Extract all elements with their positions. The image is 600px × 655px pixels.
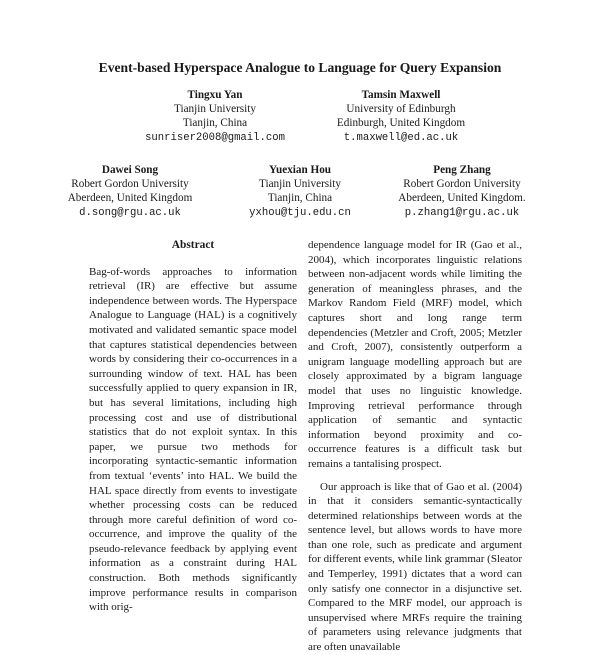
paper-title: Event-based Hyperspace Analogue to Language for Query Expansion xyxy=(98,60,502,75)
abstract-column xyxy=(89,238,297,615)
author-location: Aberdeen, United Kingdom xyxy=(67,192,193,205)
body-paragraph: Our approach is like that of Gao et al. (2004) in that it considers semantic-syntactically determined relationships between words at the sentence level, but allows words to have more than one role, such as predicate and argument for different events, while link grammar (Sleator and Temperley, 1991) dictates that a word can only satisfy one connector in a disjunctive set. Compared to the MRF model, our approach is unsupervised where MRFs require the training of parameters using relevance judgments that are often unavailable xyxy=(308,480,522,654)
author-name: Peng Zhang xyxy=(433,164,491,176)
author-affiliation: University of Edinburgh xyxy=(346,103,456,116)
author-name: Tamsin Maxwell xyxy=(361,89,441,101)
author-location: Aberdeen, United Kingdom. xyxy=(398,192,526,205)
author-location: Tianjin, China xyxy=(182,117,248,130)
abstract-heading: Abstract xyxy=(171,239,215,251)
author-affiliation: Tianjin University xyxy=(174,103,256,116)
author-email: d.song@rgu.ac.uk xyxy=(79,206,181,219)
author-location: Edinburgh, United Kingdom xyxy=(336,117,466,130)
body-paragraph: dependence language model for IR (Gao et al., 2004), which incorporates linguistic relations between non-adjacent words while limiting the generation of meaningless phrases, and the Markov Random Field (MRF) model, which captures short and long range term dependencies (Metzler and Croft, 2005; Metzler and Croft, 2007), consistently outperform a unigram language modelling approach but are closely approximated by a bigram language model that uses no linguistic knowledge. Improving retrieval performance through application of semantic and syntactic information beyond proximity and co-occurrence features is a difficult task but remains a tantalising prospect. xyxy=(308,239,522,470)
author-affiliation: Robert Gordon University xyxy=(403,178,521,191)
author-name: Dawei Song xyxy=(101,164,159,176)
author-email: yxhou@tju.edu.cn xyxy=(249,206,351,219)
body-column xyxy=(308,238,522,655)
author-location: Tianjin, China xyxy=(267,192,333,205)
author-block xyxy=(210,163,390,220)
author-name: Tingxu Yan xyxy=(187,89,243,101)
author-affiliation: Robert Gordon University xyxy=(71,178,189,191)
author-email: sunriser2008@gmail.com xyxy=(145,131,285,144)
author-affiliation: Tianjin University xyxy=(259,178,341,191)
author-email: p.zhang1@rgu.ac.uk xyxy=(404,206,520,219)
author-block xyxy=(372,163,552,220)
author-block xyxy=(291,88,511,145)
abstract-text: Bag-of-words approaches to information retrieval (IR) are effective but assume independence between words. The Hyperspace Analogue to Language (HAL) is a cognitively motivated and validated semantic space model that captures statistical dependencies between words by considering their co-occurrences in a surrounding window of text. HAL has been successfully applied to query expansion in IR, but has several limitations, including high processing cost and use of distributional statistics that do not exploit syntax. In this paper, we pursue two methods for incorporating syntactic-semantic information from textual ‘events’ into HAL. We build the HAL space directly from events to investigate whether processing costs can be reduced through more careful definition of word co-occurrence, and improve the quality of the pseudo-relevance feedback by applying event information as a constraint during HAL construction. Both methods significantly improve performance results in comparison with orig- xyxy=(89,265,297,614)
author-name: Yuexian Hou xyxy=(268,164,332,176)
author-block xyxy=(40,163,220,220)
author-email: t.maxwell@ed.ac.uk xyxy=(343,131,459,144)
